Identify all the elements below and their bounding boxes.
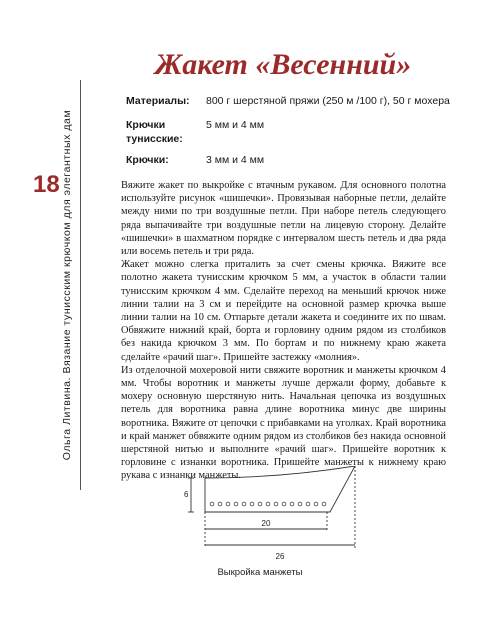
- paragraph: Жакет можно слегка приталить за счет смены крючка. Вяжите все полотно жакета тунисским крючком 5 мм, а участок в области талии тунисским крючком 4 мм. Сделайте переход на меньший крючок ниже линии талии на 3 см и перейдите на основной размер крючка выше линии талии на 10 см. Отпарьте детали жакета и соедините их по швам. Обвяжите нижний край, борта и горловину одним рядом из столбиков без накида крючком 3 мм. По бортам и по нижнему краю жакета сделайте «рачий шаг». Пришейте застежку «молния».: [121, 259, 446, 363]
- page-title: Жакет «Весенний»: [154, 48, 412, 81]
- total-width-label: 26: [275, 552, 285, 561]
- inner-width-label: 20: [261, 519, 271, 528]
- side-title-text: Ольга Литвина. Вязание тунисским крючком для элегантных дам: [61, 109, 73, 460]
- side-divider-line: [80, 80, 81, 490]
- side-running-title: [60, 87, 74, 482]
- bobble-stitch-row: [210, 502, 326, 506]
- instructions-text: [121, 179, 446, 483]
- diagram-caption: Выкройка манжеты: [217, 567, 303, 578]
- paragraph: Из отделочной мохеровой нити свяжите воротник и манжеты крючком 4 мм. Чтобы воротник и манжеты лучше держали форму, добавьте к мохеру основную шерстяную нить. Начальная цепочка из воздушных петель для воротника равна длине воротника минус две ширины воротника. Вяжите от цепочки с прибавками на уголках. Край воротника и край манжет обвяжите одним рядом из столбиков без накида основной шерстяной нитью и выполните «рачий шаг». Пришейте воротник к горловине с изнанки воротника. Пришейте манжеты к нижнему краю рукава с изнанки манжеты.: [121, 364, 446, 482]
- height-label: 6: [184, 490, 189, 499]
- tunisian-hooks-label: Крючки тунисские:: [126, 119, 183, 145]
- materials-value: 800 г шерстяной пряжи (250 м /100 г), 50 г мохера: [206, 95, 450, 107]
- tunisian-hooks-value: 5 мм и 4 мм: [206, 119, 265, 131]
- hooks-label: Крючки:: [126, 154, 169, 166]
- cuff-pattern-diagram: [180, 466, 370, 566]
- page-number: 18: [33, 171, 60, 198]
- materials-label: Материалы:: [126, 95, 190, 107]
- hooks-value: 3 мм и 4 мм: [206, 154, 265, 166]
- paragraph: Вяжите жакет по выкройке с втачным рукавом. Для основного полотна используйте рисунок «шишечки». Провязывая наборные петли, делайте между ними по три воздушные петли. При наборе петель следующего ряда выпачивайте три воздушные петли на лицевую сторону. Делайте «шишечки» в шахматном порядке с интервалом шесть петель и два ряда или восемь петель и три ряда.: [121, 180, 446, 258]
